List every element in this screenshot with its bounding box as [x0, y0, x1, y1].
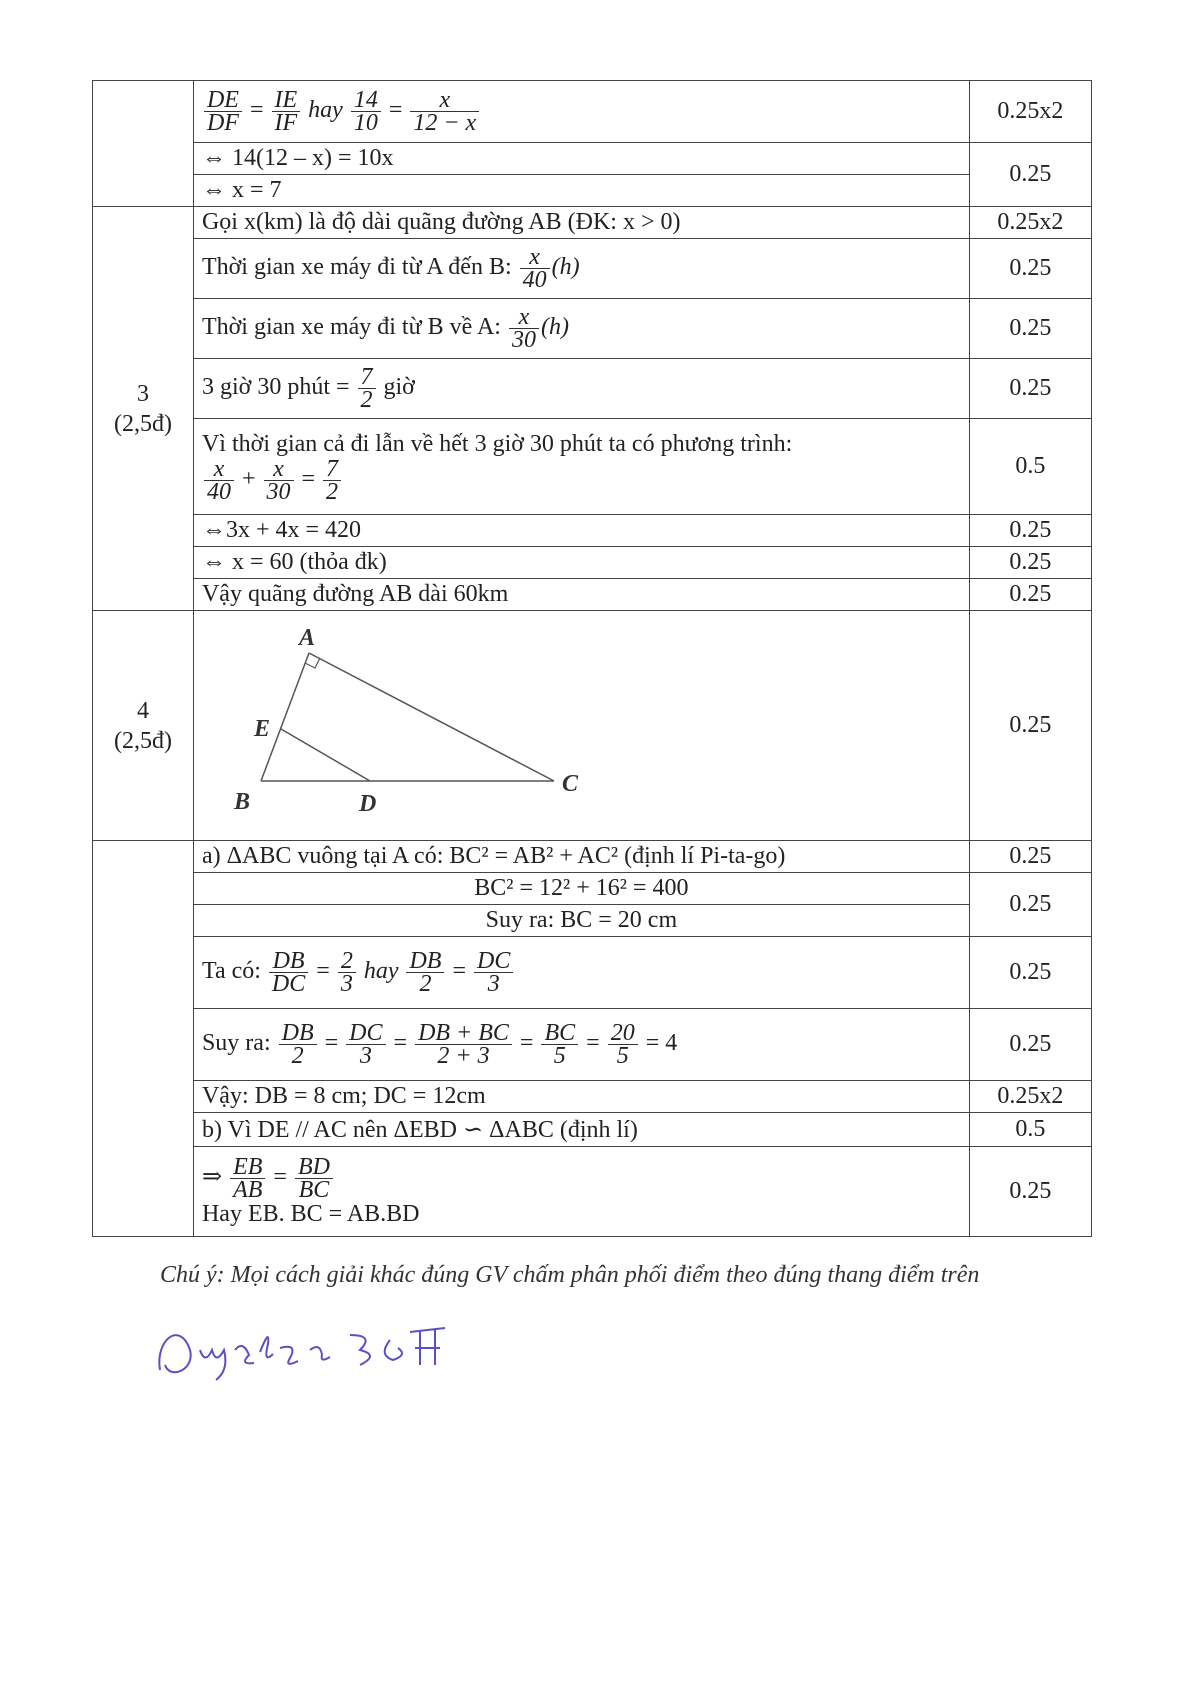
step: Vì thời gian cả đi lẫn về hết 3 giờ 30 phút ta có phương trình: $\frac{x}{40}$ + $\frac{x}{30}$ = $\frac{7}{2}$	[193, 419, 969, 515]
footnote: Chú ý: Mọi cách giải khác đúng GV chấm phân phối điểm theo đúng thang điểm trên	[160, 1262, 980, 1288]
step: 3 giờ 30 phút = $\frac{7}{2}$ giờ	[193, 359, 969, 419]
segment-ed	[281, 729, 370, 781]
points: 0.5	[969, 1113, 1091, 1147]
question-cell	[93, 81, 194, 207]
points: 0.25x2	[969, 81, 1091, 143]
label-e: E	[253, 716, 270, 742]
triangle-figure	[194, 611, 914, 833]
question-number: 3	[136, 380, 149, 407]
points: 0.25	[969, 579, 1091, 611]
step: Ta có: $\frac{DB}{DC}$ = $\frac{2}{3}$ hay $\frac{DB}{2}$ = $\frac{DC}{3}$	[193, 937, 969, 1009]
question-number: 4	[136, 697, 149, 724]
points: 0.25	[969, 1147, 1091, 1237]
label-c: C	[561, 771, 578, 797]
points: 0.25	[969, 873, 1091, 937]
step: ⇔ x = 60 (thỏa đk)	[193, 547, 969, 579]
question-score: (2,5đ)	[113, 727, 172, 754]
step: Suy ra: BC = 20 cm	[193, 905, 969, 937]
step: a) ΔABC vuông tại A có: BC² = AB² + AC² (định lí Pi-ta-go)	[193, 841, 969, 873]
step: Vậy quãng đường AB dài 60km	[193, 579, 969, 611]
points: 0.25	[969, 143, 1091, 207]
question-3-cell	[93, 207, 194, 611]
question-score: (2,5đ)	[113, 410, 172, 437]
label-d: D	[358, 791, 377, 817]
step: BC² = 12² + 16² = 400	[193, 873, 969, 905]
step: Gọi x(km) là độ dài quãng đường AB (ĐK: x > 0)	[193, 207, 969, 239]
points: 0.25	[969, 359, 1091, 419]
ratio-row: $\frac{DE}{DF}$ = $\frac{IE}{IF}$ hay $\frac{14}{10}$ = $\frac{x}{12 - x}$	[193, 81, 969, 143]
side-ac	[309, 653, 554, 781]
label-a: A	[298, 625, 315, 651]
points: 0.25	[969, 239, 1091, 299]
points: 0.25	[969, 299, 1091, 359]
step: ⇔3x + 4x = 420	[193, 515, 969, 547]
points: 0.25	[969, 611, 1091, 841]
answer-table	[92, 80, 1092, 1237]
step: ⇒ $\frac{EB}{AB}$ = $\frac{BD}{BC}$ Hay EB. BC = AB.BD	[193, 1147, 969, 1237]
question-4-cell	[93, 611, 194, 841]
points: 0.25x2	[969, 1081, 1091, 1113]
points: 0.25	[969, 515, 1091, 547]
step: Vậy: DB = 8 cm; DC = 12cm	[193, 1081, 969, 1113]
points: 0.25	[969, 937, 1091, 1009]
step: ⇔ x = 7	[193, 175, 969, 207]
step: Suy ra: $\frac{DB}{2}$ = $\frac{DC}{3}$ = $\frac{DB + BC}{2 + 3}$ = $\frac{BC}{5}$ = $\frac{20}{5}$ = 4	[193, 1009, 969, 1081]
figure-cell	[193, 611, 969, 841]
label-b: B	[233, 789, 250, 815]
points: 0.25	[969, 547, 1091, 579]
points: 0.25	[969, 1009, 1091, 1081]
step: Thời gian xe máy đi từ B về A: $\frac{x}{30}$ (h)	[193, 299, 969, 359]
step: b) Vì DE // AC nên ΔEBD ∽ ΔABC (định lí)	[193, 1113, 969, 1147]
signature	[150, 1310, 470, 1390]
step: Thời gian xe máy đi từ A đến B: $\frac{x}{40}$ (h)	[193, 239, 969, 299]
step: ⇔ 14(12 – x) = 10x	[193, 143, 969, 175]
points: 0.25x2	[969, 207, 1091, 239]
question-4-cont-cell	[93, 841, 194, 1237]
points: 0.25	[969, 841, 1091, 873]
points: 0.5	[969, 419, 1091, 515]
